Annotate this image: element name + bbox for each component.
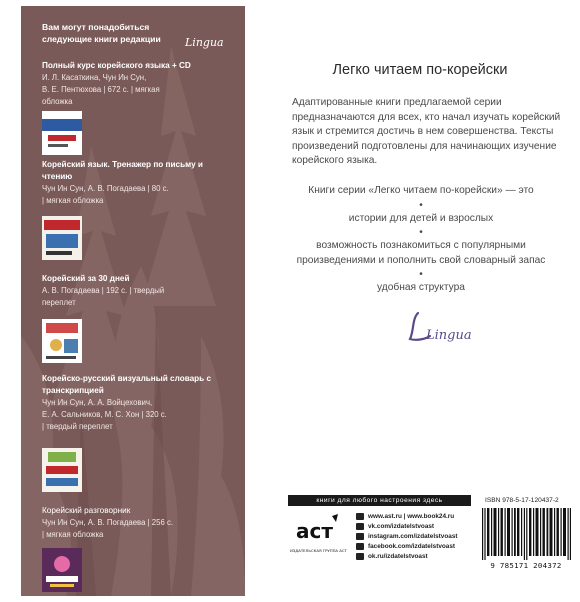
book-meta: | твердый переплет — [42, 422, 113, 432]
series-features — [262, 184, 580, 296]
lingua-logo — [400, 309, 480, 349]
isbn: ISBN 978-5-17-120437-2 — [485, 497, 559, 504]
ok-icon — [356, 553, 364, 560]
vk-icon — [356, 523, 364, 530]
book-title: Корейский язык. Тренажер по письму и чтению — [42, 160, 203, 181]
book-meta: обложка — [42, 97, 73, 107]
book-title: Корейский за 30 дней — [42, 274, 130, 283]
book-meta: Чун Ин Сун, А. В. Погадаева | 80 с. — [42, 184, 169, 193]
book-title: Корейско-русский визуальный словарь с транскрипцией — [42, 374, 212, 395]
book-cover-thumbnail — [42, 548, 82, 592]
book-title: Корейский разговорник — [42, 506, 131, 515]
book-item — [42, 505, 222, 541]
web-icon — [356, 513, 364, 520]
book-cover-thumbnail — [42, 111, 82, 155]
book-title: Полный курс корейского языка + CD — [42, 61, 191, 70]
book-meta: А. В. Погадаева | 192 с. | твердый — [42, 286, 165, 295]
book-cover-thumbnail — [42, 448, 82, 492]
book-item — [42, 159, 222, 207]
book-meta: В. Е. Пентюхова | 672 с. | мягкая — [42, 85, 160, 95]
book-meta: | мягкая обложка — [42, 530, 104, 540]
book-cover-thumbnail — [42, 216, 82, 260]
book-cover-thumbnail — [42, 319, 82, 363]
ast-logo-text: аст — [296, 519, 333, 543]
facebook-icon — [356, 543, 364, 550]
contact-row[interactable]: ok.ru/izdatelstvoast — [356, 551, 486, 561]
instagram-icon — [356, 533, 364, 540]
feature-item: удобная структура — [377, 282, 465, 294]
book-meta: И. Л. Касаткина, Чун Ин Сун, — [42, 73, 147, 82]
book-item — [42, 60, 222, 109]
series-description: Адаптированные книги предлагаемой серии предназначаются для всех, кто начал изучать корейский язык и стремится достичь в нем совершенства. Тексты произведений подготовлены для начинающих изучение корейского языка. — [292, 97, 561, 167]
ast-logo-subtitle: ИЗДАТЕЛЬСКАЯ ГРУППА АСТ — [290, 548, 347, 553]
tagline-bar: книги для любого настроения здесь — [288, 495, 471, 506]
publisher-contacts — [356, 511, 486, 561]
bullet: • — [419, 199, 423, 211]
contact-row[interactable]: vk.com/izdatelstvoast — [356, 521, 486, 531]
feature-item: истории для детей и взрослых — [348, 212, 494, 224]
book-item — [42, 273, 222, 309]
bullet: • — [419, 269, 423, 281]
ast-publisher-logo — [288, 510, 348, 556]
flap-heading: Вам могут понадобиться следующие книги редакции — [42, 22, 161, 44]
book-meta: Е. А. Сальников, М. С. Хон | 320 с. — [42, 410, 167, 420]
lingua-logo-small: Lingua — [185, 36, 224, 49]
book-meta: Чун Ин Сун, А. В. Погадаева | 256 с. — [42, 518, 174, 527]
contact-row[interactable]: facebook.com/izdatelstvoast — [356, 541, 486, 551]
bullet: • — [419, 227, 423, 239]
contact-row[interactable]: www.ast.ru | www.book24.ru — [356, 511, 486, 521]
book-item — [42, 373, 222, 434]
barcode-number: 9 785171 204372 — [490, 561, 562, 570]
series-title: Легко читаем по-корейски — [332, 62, 508, 78]
barcode — [480, 508, 572, 560]
book-meta: | мягкая обложка — [42, 196, 104, 206]
features-intro: Книги серии «Легко читаем по-корейски» — это — [308, 185, 534, 196]
book-meta: Чун Ин Сун, А. А. Войцехович, — [42, 398, 153, 407]
lingua-logo-text: Lingua — [426, 328, 472, 343]
book-meta: переплет — [42, 298, 76, 308]
contact-row[interactable]: instagram.com/izdatelstvoast — [356, 531, 486, 541]
feature-item: возможность познакомиться с популярными произведениями и пополнить свой словарный запас — [296, 240, 546, 266]
back-flap — [21, 6, 245, 596]
